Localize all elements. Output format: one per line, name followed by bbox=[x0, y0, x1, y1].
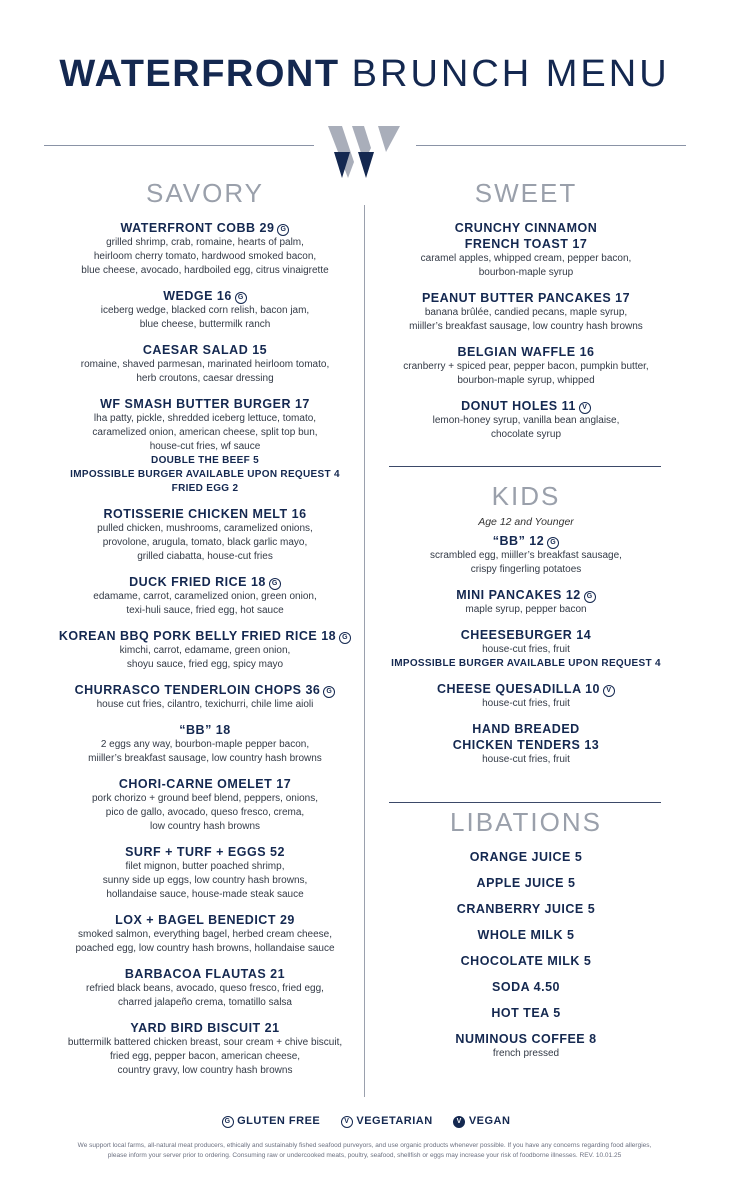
menu-item bbox=[370, 681, 682, 711]
menu-item bbox=[40, 628, 370, 672]
item-addon: IMPOSSIBLE BURGER AVAILABLE UPON REQUEST 4 bbox=[70, 469, 340, 480]
libation-name: HOT TEA 5 bbox=[491, 1006, 561, 1020]
item-name bbox=[40, 912, 370, 928]
item-description: lha patty, pickle, shredded iceberg lettuce, tomato, bbox=[93, 413, 317, 424]
item-description: refried black beans, avocado, queso fresco, fried egg, bbox=[86, 983, 324, 994]
menu-item bbox=[370, 344, 682, 388]
item-description: maple syrup, pepper bacon bbox=[465, 604, 587, 615]
menu-item bbox=[40, 776, 370, 834]
item-description: herb croutons, caesar dressing bbox=[136, 373, 274, 384]
item-description: grilled ciabatta, house-cut fries bbox=[137, 551, 273, 562]
item-description: house-cut fries, fruit bbox=[482, 754, 570, 765]
item-name-line bbox=[370, 398, 682, 414]
diet-legend bbox=[0, 1115, 729, 1128]
item-description: heirloom cherry tomato, hardwood smoked bacon, bbox=[93, 251, 317, 262]
item-description: filet mignon, butter poached shrimp, bbox=[125, 861, 285, 872]
item-name bbox=[40, 288, 370, 304]
libations-items bbox=[370, 849, 682, 1061]
legend-vegan-label: VEGAN bbox=[468, 1115, 511, 1127]
item-description: shoyu sauce, fried egg, spicy mayo bbox=[126, 659, 284, 670]
menu-item bbox=[370, 398, 682, 442]
item-addon: FRIED EGG 2 bbox=[171, 483, 239, 494]
item-description: miiller’s breakfast sausage, low country hash browns bbox=[88, 753, 322, 764]
gluten-free-icon: G bbox=[269, 578, 281, 590]
item-name bbox=[40, 342, 370, 358]
item-addon: IMPOSSIBLE BURGER AVAILABLE UPON REQUEST 4 bbox=[391, 658, 661, 669]
item-description: provolone, arugula, tomato, black garlic mayo, bbox=[102, 537, 308, 548]
item-name bbox=[40, 574, 370, 590]
waterfront-w-logo-icon bbox=[324, 122, 404, 184]
item-name bbox=[40, 844, 370, 860]
legend-vegan bbox=[450, 1115, 510, 1128]
item-name-text: DONUT HOLES 11 bbox=[461, 399, 576, 413]
libation-item bbox=[370, 875, 682, 891]
menu-item bbox=[40, 1020, 370, 1078]
gluten-free-icon: G bbox=[222, 1116, 234, 1128]
item-addon: DOUBLE THE BEEF 5 bbox=[151, 455, 259, 466]
item-description: fried egg, pepper bacon, american cheese, bbox=[109, 1051, 301, 1062]
item-name-text: LOX + BAGEL BENEDICT 29 bbox=[115, 913, 295, 927]
item-name-line bbox=[370, 681, 682, 697]
item-description: sunny side up eggs, low country hash browns, bbox=[102, 875, 308, 886]
item-name-text: CHORI-CARNE OMELET 17 bbox=[118, 777, 292, 791]
item-name bbox=[40, 722, 370, 738]
item-name-text: DUCK FRIED RICE 18 bbox=[129, 575, 266, 589]
disclaimer-line-1: We support local farms, all-natural meat producers, ethically and sustainably fished seafood purveyors, and use organic products whenever possible. If you have any concerns regarding food allergies, bbox=[77, 1142, 652, 1149]
menu-item bbox=[40, 396, 370, 496]
item-name: CHEESEBURGER 14 bbox=[460, 628, 592, 642]
menu-item bbox=[370, 533, 682, 577]
item-name bbox=[40, 776, 370, 792]
item-name-text: WEDGE 16 bbox=[163, 289, 232, 303]
item-description: bourbon-maple syrup, whipped bbox=[457, 375, 595, 386]
item-name: CHICKEN TENDERS 13 bbox=[452, 738, 600, 752]
item-description: caramel apples, whipped cream, pepper bacon, bbox=[420, 253, 632, 264]
item-description: texi-huli sauce, fried egg, hot sauce bbox=[126, 605, 284, 616]
item-description: buttermilk battered chicken breast, sour cream + chive biscuit, bbox=[67, 1037, 343, 1048]
menu-item bbox=[40, 288, 370, 332]
item-description: country gravy, low country hash browns bbox=[117, 1065, 293, 1076]
libations-section bbox=[370, 805, 682, 1061]
item-description: crispy fingerling potatoes bbox=[470, 564, 582, 575]
item-name-text: ROTISSERIE CHICKEN MELT 16 bbox=[103, 507, 307, 521]
libation-name: SODA 4.50 bbox=[492, 980, 560, 994]
item-description: chocolate syrup bbox=[490, 429, 562, 440]
gluten-free-icon: G bbox=[277, 224, 289, 236]
item-description: scrambled egg, miiller’s breakfast sausage, bbox=[430, 550, 622, 561]
item-name bbox=[40, 1020, 370, 1036]
item-name-text: CAESAR SALAD 15 bbox=[142, 343, 268, 357]
item-description: pork chorizo + ground beef blend, peppers, onions, bbox=[92, 793, 318, 804]
item-description: caramelized onion, american cheese, split top bun, bbox=[92, 427, 318, 438]
menu-item bbox=[40, 506, 370, 564]
libation-item bbox=[370, 901, 682, 917]
menu-item bbox=[40, 844, 370, 902]
menu-item bbox=[40, 682, 370, 712]
gluten-free-icon: G bbox=[235, 292, 247, 304]
menu-item bbox=[40, 574, 370, 618]
item-name: HAND BREADED bbox=[472, 722, 580, 736]
libation-item bbox=[370, 979, 682, 995]
libation-name: CHOCOLATE MILK 5 bbox=[460, 954, 592, 968]
item-name-line bbox=[370, 533, 682, 549]
item-name bbox=[40, 396, 370, 412]
menu-title bbox=[0, 52, 729, 96]
item-description: low country hash browns bbox=[149, 821, 261, 832]
legend-vegetarian-label: VEGETARIAN bbox=[356, 1115, 433, 1127]
savory-section bbox=[40, 176, 370, 1078]
item-name bbox=[40, 966, 370, 982]
libation-name: WHOLE MILK 5 bbox=[477, 928, 575, 942]
menu-item bbox=[40, 722, 370, 766]
legend-gluten-free-label: GLUTEN FREE bbox=[237, 1115, 321, 1127]
item-description: house cut fries, cilantro, texichurri, chile lime aioli bbox=[96, 699, 314, 710]
item-description: edamame, carrot, caramelized onion, green onion, bbox=[93, 591, 317, 602]
kids-section bbox=[370, 479, 682, 767]
item-description: pico de gallo, avocado, queso fresco, crema, bbox=[105, 807, 305, 818]
sweet-title: SWEET bbox=[474, 178, 578, 208]
item-description: banana brûlée, candied pecans, maple syrup, bbox=[424, 307, 628, 318]
gluten-free-icon: G bbox=[547, 537, 559, 549]
item-name bbox=[40, 628, 370, 644]
menu-title-thin: BRUNCH MENU bbox=[351, 53, 670, 95]
item-name-line bbox=[370, 587, 682, 603]
disclaimer-line-2: please inform your server prior to ordering. Consuming raw or undercooked meats, poultry, seafood, shellfish or eggs may increase your risk of foodborne illnesses. REV. 10.01.25 bbox=[107, 1152, 622, 1159]
vegetarian-icon: V bbox=[603, 685, 615, 697]
item-description: bourbon-maple syrup bbox=[478, 267, 574, 278]
libations-title: LIBATIONS bbox=[450, 807, 602, 837]
item-name-text: MINI PANCAKES 12 bbox=[456, 588, 581, 602]
item-name-text: WATERFRONT COBB 29 bbox=[120, 221, 275, 235]
libation-name: APPLE JUICE 5 bbox=[476, 876, 576, 890]
item-description: house-cut fries, wf sauce bbox=[149, 441, 261, 452]
legend-gluten-free bbox=[219, 1115, 321, 1128]
menu-item bbox=[370, 721, 682, 767]
item-name-text: WF SMASH BUTTER BURGER 17 bbox=[100, 397, 310, 411]
item-description: poached egg, low country hash browns, hollandaise sauce bbox=[75, 943, 335, 954]
item-name: PEANUT BUTTER PANCAKES 17 bbox=[421, 291, 631, 305]
disclaimer bbox=[40, 1141, 689, 1161]
item-description: smoked salmon, everything bagel, herbed cream cheese, bbox=[77, 929, 333, 940]
item-description: grilled shrimp, crab, romaine, hearts of palm, bbox=[106, 237, 304, 248]
kids-title: KIDS bbox=[491, 481, 561, 511]
menu-title-bold: WATERFRONT bbox=[59, 53, 340, 95]
item-description: romaine, shaved parmesan, marinated heirloom tomato, bbox=[80, 359, 330, 370]
item-description: cranberry + spiced pear, pepper bacon, pumpkin butter, bbox=[403, 361, 649, 372]
right-column bbox=[370, 176, 682, 1061]
libation-name: CRANBERRY JUICE 5 bbox=[456, 902, 596, 916]
item-name-text: CHEESE QUESADILLA 10 bbox=[436, 682, 601, 696]
menu-item bbox=[40, 966, 370, 1010]
item-description: blue cheese, avocado, hardboiled egg, citrus vinaigrette bbox=[81, 265, 329, 276]
item-description: 2 eggs any way, bourbon-maple pepper bacon, bbox=[100, 739, 310, 750]
item-name-text: BARBACOA FLAUTAS 21 bbox=[124, 967, 286, 981]
item-name-text: YARD BIRD BISCUIT 21 bbox=[130, 1021, 280, 1035]
item-name: FRENCH TOAST 17 bbox=[464, 237, 588, 251]
libation-name: NUMINOUS COFFEE 8 bbox=[455, 1032, 597, 1046]
libation-item bbox=[370, 927, 682, 943]
vegetarian-icon: V bbox=[341, 1116, 353, 1128]
item-description: miiller’s breakfast sausage, low country hash browns bbox=[409, 321, 643, 332]
item-description: house-cut fries, fruit bbox=[482, 644, 570, 655]
menu-item bbox=[370, 220, 682, 280]
vegan-icon: V bbox=[453, 1116, 465, 1128]
savory-title: SAVORY bbox=[146, 178, 264, 208]
item-description: hollandaise sauce, house-made steak sauce bbox=[106, 889, 304, 900]
item-name-text: “BB” 12 bbox=[492, 534, 545, 548]
kids-items bbox=[370, 533, 682, 767]
item-name-text: CHURRASCO TENDERLOIN CHOPS 36 bbox=[74, 683, 321, 697]
item-description: lemon-honey syrup, vanilla bean anglaise, bbox=[432, 415, 620, 426]
menu-item bbox=[370, 627, 682, 671]
item-name: CRUNCHY CINNAMON bbox=[454, 221, 598, 235]
libation-item bbox=[370, 1031, 682, 1061]
item-name bbox=[40, 682, 370, 698]
libation-description: french pressed bbox=[492, 1048, 560, 1059]
menu-item bbox=[40, 342, 370, 386]
gluten-free-icon: G bbox=[323, 686, 335, 698]
legend-vegetarian bbox=[338, 1115, 433, 1128]
item-description: pulled chicken, mushrooms, caramelized onions, bbox=[97, 523, 313, 534]
gluten-free-icon: G bbox=[339, 632, 351, 644]
item-name-text: SURF + TURF + EGGS 52 bbox=[125, 845, 285, 859]
item-name bbox=[40, 220, 370, 236]
item-name bbox=[40, 506, 370, 522]
vegetarian-icon: V bbox=[579, 402, 591, 414]
libation-item bbox=[370, 849, 682, 865]
gluten-free-icon: G bbox=[584, 591, 596, 603]
menu-item bbox=[40, 220, 370, 278]
item-description: house-cut fries, fruit bbox=[482, 698, 570, 709]
menu-item bbox=[370, 290, 682, 334]
sweet-items bbox=[370, 220, 682, 442]
libation-name: ORANGE JUICE 5 bbox=[469, 850, 583, 864]
libation-item bbox=[370, 1005, 682, 1021]
item-description: iceberg wedge, blacked corn relish, bacon jam, bbox=[100, 305, 310, 316]
header-rule-left bbox=[44, 145, 314, 146]
item-name-text: “BB” 18 bbox=[179, 723, 231, 737]
item-description: blue cheese, buttermilk ranch bbox=[139, 319, 271, 330]
item-name: BELGIAN WAFFLE 16 bbox=[457, 345, 595, 359]
item-name-text: KOREAN BBQ PORK BELLY FRIED RICE 18 bbox=[58, 629, 337, 643]
item-description: kimchi, carrot, edamame, green onion, bbox=[119, 645, 291, 656]
menu-item bbox=[370, 587, 682, 617]
item-description: charred jalapeño crema, tomatillo salsa bbox=[118, 997, 292, 1008]
header-rule-right bbox=[416, 145, 686, 146]
menu-item bbox=[40, 912, 370, 956]
sweet-section bbox=[370, 176, 682, 442]
kids-subtitle: Age 12 and Younger bbox=[478, 516, 574, 528]
savory-items bbox=[40, 220, 370, 1078]
libation-item bbox=[370, 953, 682, 969]
